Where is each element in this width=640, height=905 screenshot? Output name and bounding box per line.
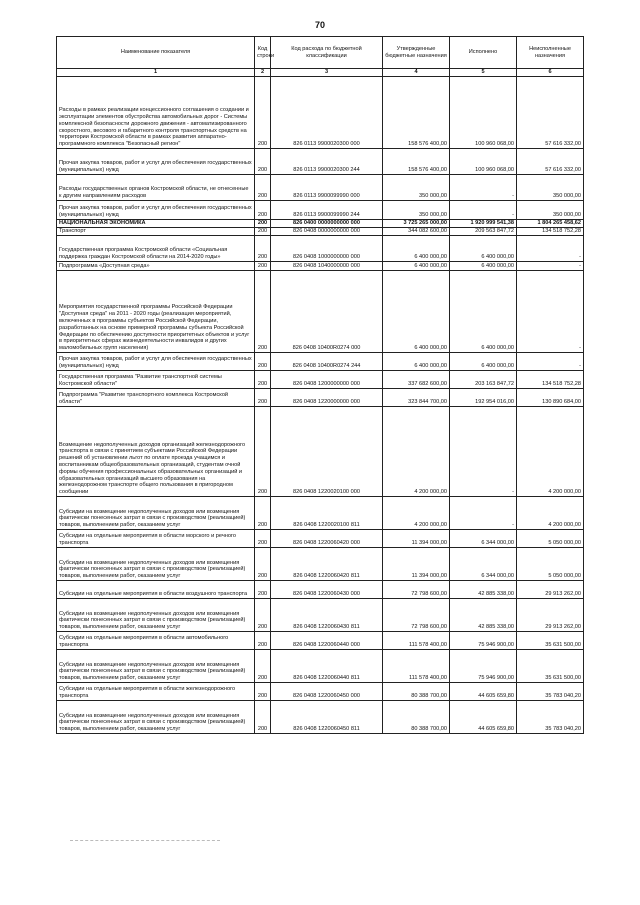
row-approved-cell: 323 844 700,00	[383, 389, 450, 407]
table-row	[57, 353, 584, 371]
table-row	[57, 236, 584, 262]
table-row	[57, 77, 584, 149]
row-approved-cell: 80 388 700,00	[383, 683, 450, 701]
row-approved-cell: 3 725 265 000,00	[383, 220, 450, 228]
table-row	[57, 175, 584, 201]
row-line-code-cell: 200	[255, 407, 271, 497]
column-number: 2	[255, 69, 271, 77]
row-executed-cell: 42 885 338,00	[450, 599, 517, 632]
row-approved-cell: 4 200 000,00	[383, 497, 450, 530]
row-budget-code-cell: 826 0408 0000000000 000	[271, 228, 383, 236]
table-row	[57, 271, 584, 353]
row-budget-code-cell: 826 0408 1220000000 000	[271, 389, 383, 407]
row-executed-cell: 1 920 999 541,38	[450, 220, 517, 228]
column-header-executed: Исполнено	[450, 37, 517, 69]
row-unexecuted-cell: 130 890 684,00	[517, 389, 584, 407]
row-executed-cell: 6 400 000,00	[450, 353, 517, 371]
table-row	[57, 389, 584, 407]
row-budget-code-cell: 826 0113 9900020300 000	[271, 77, 383, 149]
table-row	[57, 632, 584, 650]
row-name-cell: Субсидии на возмещение недополученных доходов или возмещения фактически понесенных затрат в связи с производством (реализацией) товаров, выполнением работ, оказанием услуг	[57, 548, 255, 581]
row-name-cell: Субсидии на возмещение недополученных доходов или возмещения фактически понесенных затрат в связи с производством (реализацией) товаров, выполнением работ, оказанием услуг	[57, 650, 255, 683]
row-line-code-cell: 200	[255, 581, 271, 599]
row-line-code-cell: 200	[255, 548, 271, 581]
row-executed-cell: 6 344 000,00	[450, 530, 517, 548]
row-name-cell: Транспорт	[57, 228, 255, 236]
row-budget-code-cell: 826 0408 1220020100 000	[271, 407, 383, 497]
row-approved-cell: 158 576 400,00	[383, 77, 450, 149]
row-line-code-cell: 200	[255, 271, 271, 353]
row-budget-code-cell: 826 0408 1220060420 811	[271, 548, 383, 581]
row-name-cell: Прочая закупка товаров, работ и услуг для обеспечения государственных (муниципальных) нужд	[57, 149, 255, 175]
row-name-cell: Расходы в рамках реализации концессионного соглашения о создании и эксплуатации элементов обустройства автомобильных дорог - Системы комплексной безопасности дорожного движения - автоматизированного скоростного, весового и габаритного контроля транспортных средств на территории Костромской области в рамках развития аппаратно-программного комплекса "Безопасный регион"	[57, 77, 255, 149]
row-approved-cell: 6 400 000,00	[383, 262, 450, 271]
row-name-cell: Государственная программа Костромской области «Социальная поддержка граждан Костромской области на 2014-2020 годы»	[57, 236, 255, 262]
row-executed-cell: 203 163 847,72	[450, 371, 517, 389]
row-budget-code-cell: 826 0408 1220060440 811	[271, 650, 383, 683]
row-approved-cell: 80 388 700,00	[383, 701, 450, 734]
row-executed-cell: 192 954 016,00	[450, 389, 517, 407]
row-budget-code-cell: 826 0408 1220060430 000	[271, 581, 383, 599]
row-line-code-cell: 200	[255, 701, 271, 734]
row-unexecuted-cell: 29 913 262,00	[517, 581, 584, 599]
row-executed-cell: -	[450, 497, 517, 530]
row-name-cell: Прочая закупка товаров, работ и услуг для обеспечения государственных (муниципальных) нужд	[57, 201, 255, 220]
column-number: 4	[383, 69, 450, 77]
column-number: 5	[450, 69, 517, 77]
row-approved-cell: 111 578 400,00	[383, 632, 450, 650]
row-executed-cell: 100 960 068,00	[450, 149, 517, 175]
row-executed-cell: 42 885 338,00	[450, 581, 517, 599]
row-name-cell: Возмещение недополученных доходов организаций железнодорожного транспорта в связи с принятием субъектами Российской Федерации решений об установлении льгот по оплате проезда учащимся и воспитанникам общеобразовательных организаций, студентам очной формы обучения профессиональных образовательных организаций и образовательных организаций высшего образования на железнодорожном транспорте общего пользования в пригородном сообщении	[57, 407, 255, 497]
row-executed-cell: 6 344 000,00	[450, 548, 517, 581]
row-line-code-cell: 200	[255, 683, 271, 701]
row-budget-code-cell: 826 0408 10400R0274 244	[271, 353, 383, 371]
column-number: 1	[57, 69, 255, 77]
column-header-unexecuted: Неисполненные назначения	[517, 37, 584, 69]
row-executed-cell: 6 400 000,00	[450, 236, 517, 262]
row-approved-cell: 6 400 000,00	[383, 271, 450, 353]
column-header-budget-code: Код расхода по бюджетной классификации	[271, 37, 383, 69]
row-line-code-cell: 200	[255, 149, 271, 175]
table-row	[57, 497, 584, 530]
row-budget-code-cell: 826 0408 1220060420 000	[271, 530, 383, 548]
row-budget-code-cell: 826 0408 1220020100 811	[271, 497, 383, 530]
row-name-cell: Расходы государственных органов Костромской области, не отнесенные к другим направлениям расходов	[57, 175, 255, 201]
row-name-cell: НАЦИОНАЛЬНАЯ ЭКОНОМИКА	[57, 220, 255, 228]
row-unexecuted-cell: 5 050 000,00	[517, 548, 584, 581]
row-executed-cell: 44 605 659,80	[450, 701, 517, 734]
row-budget-code-cell: 826 0408 1000000000 000	[271, 236, 383, 262]
row-unexecuted-cell: 57 616 332,00	[517, 77, 584, 149]
row-unexecuted-cell: 35 631 500,00	[517, 650, 584, 683]
row-line-code-cell: 200	[255, 228, 271, 236]
row-budget-code-cell: 826 0408 1220060440 000	[271, 632, 383, 650]
row-executed-cell: 6 400 000,00	[450, 271, 517, 353]
table-row	[57, 371, 584, 389]
row-line-code-cell: 200	[255, 632, 271, 650]
row-name-cell: Субсидии на возмещение недополученных доходов или возмещения фактически понесенных затрат в связи с производством (реализацией) товаров, выполнением работ, оказанием услуг	[57, 599, 255, 632]
row-line-code-cell: 200	[255, 497, 271, 530]
row-name-cell: Государственная программа "Развитие транспортной системы Костромской области"	[57, 371, 255, 389]
budget-execution-table	[56, 36, 584, 734]
row-approved-cell: 72 798 600,00	[383, 581, 450, 599]
row-unexecuted-cell: -	[517, 271, 584, 353]
row-budget-code-cell: 826 0408 1040000000 000	[271, 262, 383, 271]
table-row	[57, 701, 584, 734]
row-approved-cell: 344 082 600,00	[383, 228, 450, 236]
row-line-code-cell: 200	[255, 371, 271, 389]
table-row	[57, 530, 584, 548]
column-header-name: Наименование показателя	[57, 37, 255, 69]
table-header-row	[57, 37, 584, 69]
table-row	[57, 581, 584, 599]
row-approved-cell: 111 578 400,00	[383, 650, 450, 683]
row-name-cell: Мероприятия государственной программы Российской Федерации "Доступная среда" на 2011 - 2020 годы (реализация мероприятий, включенных в программы субъектов Российской Федерации, разработанных на основе примерной программы субъекта Российской Федерации по обеспечению доступности приоритетных объектов и услуг в приоритетных сферах жизнедеятельности инвалидов и других маломобильных групп населения)	[57, 271, 255, 353]
column-header-line-code: Код строки	[255, 37, 271, 69]
row-approved-cell: 6 400 000,00	[383, 353, 450, 371]
row-unexecuted-cell: 5 050 000,00	[517, 530, 584, 548]
row-budget-code-cell: 826 0408 1200000000 000	[271, 371, 383, 389]
row-name-cell: Субсидии на возмещение недополученных доходов или возмещения фактически понесенных затрат в связи с производством (реализацией) товаров, выполнением работ, оказанием услуг	[57, 701, 255, 734]
column-number: 6	[517, 69, 584, 77]
row-executed-cell: 75 946 900,00	[450, 650, 517, 683]
column-number-row	[57, 69, 584, 77]
row-executed-cell: -	[450, 175, 517, 201]
row-budget-code-cell: 826 0113 9900099990 244	[271, 201, 383, 220]
column-header-approved: Утвержденные бюджетные назначения	[383, 37, 450, 69]
row-name-cell: Подпрограмма "Развитие транспортного комплекса Костромской области"	[57, 389, 255, 407]
row-budget-code-cell: 826 0408 10400R0274 000	[271, 271, 383, 353]
row-line-code-cell: 200	[255, 389, 271, 407]
row-line-code-cell: 200	[255, 201, 271, 220]
row-unexecuted-cell: 134 518 752,28	[517, 228, 584, 236]
row-executed-cell: 6 400 000,00	[450, 262, 517, 271]
page-number: 70	[314, 20, 325, 30]
row-line-code-cell: 200	[255, 530, 271, 548]
table-row	[57, 683, 584, 701]
row-approved-cell: 350 000,00	[383, 175, 450, 201]
row-unexecuted-cell: -	[517, 262, 584, 271]
table-row	[57, 599, 584, 632]
table-row	[57, 201, 584, 220]
row-name-cell: Прочая закупка товаров, работ и услуг для обеспечения государственных (муниципальных) нужд	[57, 353, 255, 371]
table-row	[57, 228, 584, 236]
row-line-code-cell: 200	[255, 353, 271, 371]
row-executed-cell: 75 946 900,00	[450, 632, 517, 650]
row-approved-cell: 4 200 000,00	[383, 407, 450, 497]
row-unexecuted-cell: 350 000,00	[517, 175, 584, 201]
row-budget-code-cell: 826 0113 9900099990 000	[271, 175, 383, 201]
row-name-cell: Субсидии на отдельные мероприятия в области автомобильного транспорта	[57, 632, 255, 650]
row-line-code-cell: 200	[255, 650, 271, 683]
column-number: 3	[271, 69, 383, 77]
row-executed-cell: -	[450, 201, 517, 220]
row-approved-cell: 11 394 000,00	[383, 530, 450, 548]
row-unexecuted-cell: 1 804 265 458,62	[517, 220, 584, 228]
row-approved-cell: 6 400 000,00	[383, 236, 450, 262]
row-budget-code-cell: 826 0408 1220060450 811	[271, 701, 383, 734]
table-body	[57, 77, 584, 734]
row-budget-code-cell: 826 0408 1220060450 000	[271, 683, 383, 701]
row-unexecuted-cell: 35 783 040,20	[517, 683, 584, 701]
table-row	[57, 220, 584, 228]
row-unexecuted-cell: 134 518 752,28	[517, 371, 584, 389]
row-unexecuted-cell: 29 913 262,00	[517, 599, 584, 632]
row-budget-code-cell: 826 0400 0000000000 000	[271, 220, 383, 228]
row-line-code-cell: 200	[255, 77, 271, 149]
row-line-code-cell: 200	[255, 175, 271, 201]
row-unexecuted-cell: 35 783 040,20	[517, 701, 584, 734]
row-line-code-cell: 200	[255, 236, 271, 262]
table-row	[57, 548, 584, 581]
row-approved-cell: 350 000,00	[383, 201, 450, 220]
row-name-cell: Подпрограмма «Доступная среда»	[57, 262, 255, 271]
row-budget-code-cell: 826 0113 9900020300 244	[271, 149, 383, 175]
row-executed-cell: 209 563 847,72	[450, 228, 517, 236]
row-line-code-cell: 200	[255, 262, 271, 271]
table-row	[57, 407, 584, 497]
row-name-cell: Субсидии на отдельные мероприятия в области морского и речного транспорта	[57, 530, 255, 548]
row-executed-cell: -	[450, 407, 517, 497]
table-row	[57, 149, 584, 175]
row-unexecuted-cell: 4 200 000,00	[517, 497, 584, 530]
row-budget-code-cell: 826 0408 1220060430 811	[271, 599, 383, 632]
table-row	[57, 650, 584, 683]
row-executed-cell: 100 960 068,00	[450, 77, 517, 149]
table-row	[57, 262, 584, 271]
row-unexecuted-cell: 35 631 500,00	[517, 632, 584, 650]
row-unexecuted-cell: 350 000,00	[517, 201, 584, 220]
row-unexecuted-cell: -	[517, 236, 584, 262]
row-approved-cell: 72 798 600,00	[383, 599, 450, 632]
row-approved-cell: 158 576 400,00	[383, 149, 450, 175]
footer-rule	[70, 840, 220, 841]
row-line-code-cell: 200	[255, 599, 271, 632]
row-name-cell: Субсидии на отдельные мероприятия в области воздушного транспорта	[57, 581, 255, 599]
row-executed-cell: 44 605 659,80	[450, 683, 517, 701]
row-unexecuted-cell: -	[517, 353, 584, 371]
row-unexecuted-cell: 4 200 000,00	[517, 407, 584, 497]
row-unexecuted-cell: 57 616 332,00	[517, 149, 584, 175]
row-name-cell: Субсидии на отдельные мероприятия в области железнодорожного транспорта	[57, 683, 255, 701]
row-approved-cell: 337 682 600,00	[383, 371, 450, 389]
row-name-cell: Субсидии на возмещение недополученных доходов или возмещения фактически понесенных затрат в связи с производством (реализацией) товаров, выполнением работ, оказанием услуг	[57, 497, 255, 530]
row-approved-cell: 11 394 000,00	[383, 548, 450, 581]
row-line-code-cell: 200	[255, 220, 271, 228]
